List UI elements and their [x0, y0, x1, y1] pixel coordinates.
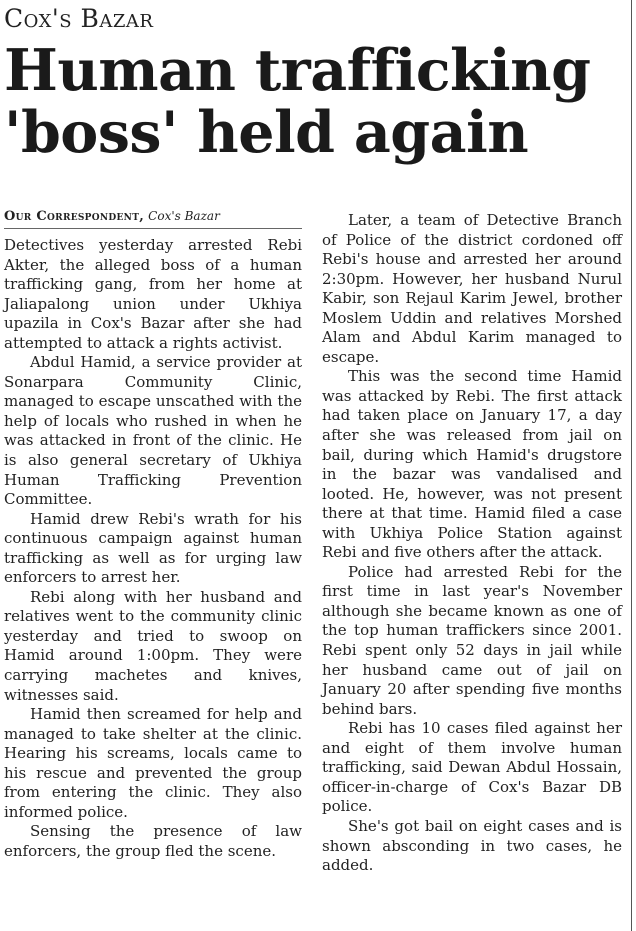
paragraph: Rebi along with her husband and relatives went to the community clinic yesterday and tried to swoop on Hamid around 1:00pm. They were carrying machetes and knives, witnesses said.: [4, 587, 302, 704]
paragraph: Hamid drew Rebi's wrath for his continuous campaign against human trafficking as well as for urging law enforcers to arrest her.: [4, 509, 302, 587]
dateline: Cox's Bazar: [4, 4, 154, 33]
paragraph: Rebi has 10 cases filed against her and eight of them involve human trafficking, said Dewan Abdul Hossain, officer-in-charge of Cox's Bazar DB police.: [322, 719, 622, 816]
paragraph: Detectives yesterday arrested Rebi Akter, the alleged boss of a human trafficking gang, from her home at Jaliapalong union under Ukhiya upazila in Cox's Bazar after she had attempted to attack a rights activist.: [4, 236, 302, 352]
byline: [4, 208, 302, 229]
headline: Human trafficking 'boss' held again: [4, 37, 591, 166]
paragraph: She's got bail on eight cases and is shown absconding in two cases, he added.: [322, 816, 622, 875]
paragraph: Hamid then screamed for help and managed to take shelter at the clinic. Hearing his screams, locals came to his rescue and prevented the group from entering the clinic. They also informed police.: [4, 705, 302, 821]
paragraph: Later, a team of Detective Branch of Police of the district cordoned off Rebi's house and arrested her around 2:30pm. However, her husband Nurul Kabir, son Rejaul Karim Jewel, brother Moslem Uddin and relatives Morshed Alam and Abdul Karim managed to escape.: [322, 211, 622, 366]
article-column-right: [322, 211, 622, 876]
paragraph: This was the second time Hamid was attacked by Rebi. The first attack had taken place on January 17, a day after she was released from jail on bail, during which Hamid's drugstore in the bazar was vandalised and looted. He, however, was not present there at that time. Hamid filed a case with Ukhiya Police Station against Rebi and five others after the attack.: [322, 367, 622, 562]
byline-name: Our Correspondent,: [4, 209, 145, 224]
page-edge-rule: [631, 0, 632, 931]
article-column-left: [4, 208, 302, 862]
byline-location: Cox's Bazar: [148, 209, 220, 223]
paragraph: Abdul Hamid, a service provider at Sonarpara Community Clinic, managed to escape unscathed with the help of locals who rushed in when he was attacked in front of the clinic. He is also general secretary of Ukhiya Human Trafficking Prevention Committee.: [4, 353, 302, 509]
paragraph: Police had arrested Rebi for the first time in last year's November although she became known as one of the top human traffickers since 2001. Rebi spent only 52 days in jail while her husband came out of jail on January 20 after spending five months behind bars.: [322, 562, 622, 718]
paragraph: Sensing the presence of law enforcers, the group fled the scene.: [4, 822, 302, 860]
